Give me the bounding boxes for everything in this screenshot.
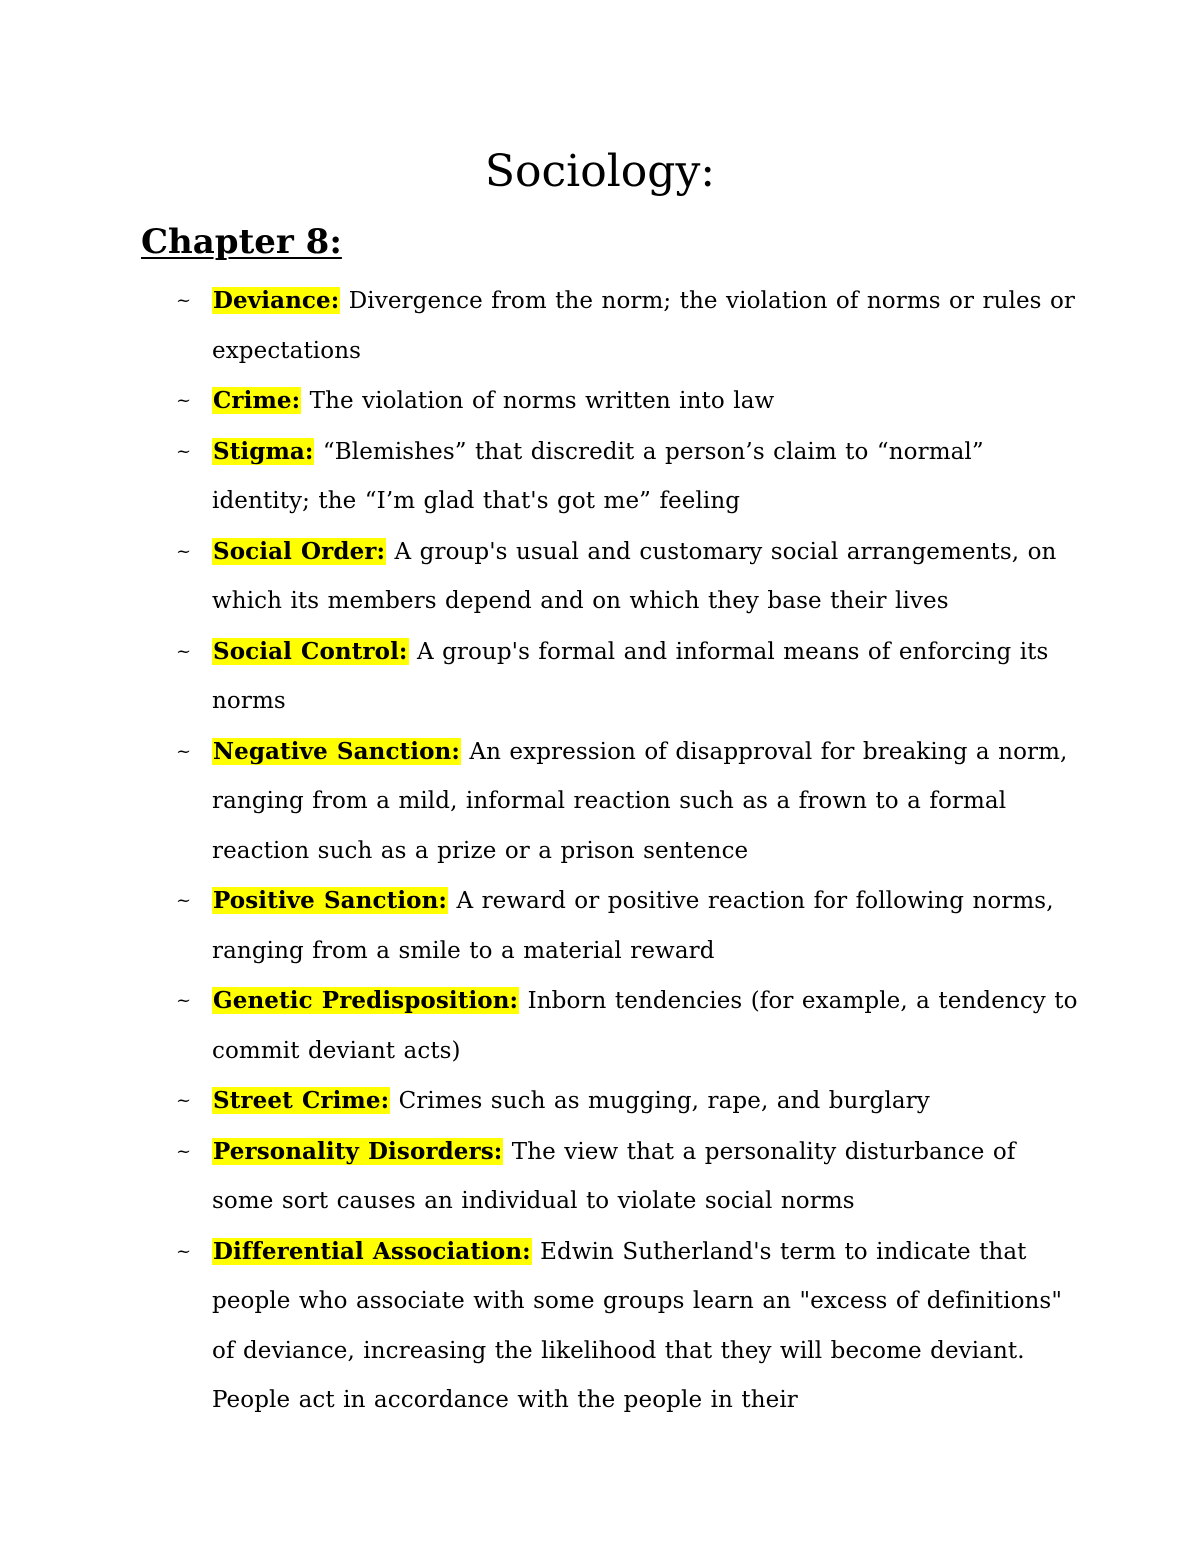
term-definition: A group's formal and informal means of enforcing its norms [212, 638, 1049, 714]
term-label: Social Control: [213, 637, 408, 665]
term-definition: An expression of disapproval for breaking a norm, ranging from a mild, informal reaction such as a frown to a formal reaction such as a prize or a prison sentence [212, 738, 1068, 864]
term-item [0, 976, 1200, 1076]
term-label: Crime: [213, 387, 301, 414]
term-item [0, 376, 1200, 427]
term-label: Stigma: [213, 437, 314, 465]
bullet-icon: ~ [176, 540, 192, 562]
chapter-heading: Chapter 8: [141, 222, 342, 262]
bullet-icon: ~ [176, 440, 192, 462]
term-definition: Edwin Sutherland's term to indicate that people who associate with some groups learn an "excess of definitions" of deviance, increasing the likelihood that they will become deviant. People act in accordance with the people in their [212, 1238, 1063, 1413]
term-label: Differential Association: [213, 1237, 531, 1265]
term-item [0, 427, 1200, 527]
document-title: Sociology: [484, 146, 716, 197]
term-definition: Divergence from the norm; the violation of norms or rules or expectations [212, 288, 1076, 364]
term-item [0, 527, 1200, 627]
term-label: Street Crime: [213, 1087, 390, 1114]
term-item [0, 1127, 1200, 1227]
bullet-icon: ~ [176, 290, 192, 311]
term-item [0, 276, 1200, 376]
bullet-icon: ~ [176, 990, 192, 1011]
term-item [0, 727, 1200, 877]
term-definition: A group's usual and customary social arrangements, on which its members depend and on which they base their lives [212, 538, 1057, 614]
term-definition: “Blemishes” that discredit a person’s claim to “normal” identity; the “I’m glad that's got me” feeling [212, 438, 984, 514]
term-label: Negative Sanction: [213, 737, 460, 765]
term-label: Personality Disorders: [213, 1137, 503, 1165]
bullet-icon: ~ [176, 640, 192, 662]
term-definition: Crimes such as mugging, rape, and burglary [390, 1088, 930, 1114]
term-definition: Inborn tendencies (for example, a tendency to commit deviant acts) [212, 988, 1078, 1064]
term-label: Deviance: [213, 287, 340, 314]
bullet-icon: ~ [176, 390, 192, 411]
term-definition: The view that a personality disturbance of some sort causes an individual to violate social norms [212, 1138, 1016, 1214]
bullet-icon: ~ [176, 1140, 192, 1162]
term-item [0, 627, 1200, 727]
bullet-icon: ~ [176, 1090, 192, 1111]
term-definition: The violation of norms written into law [301, 388, 775, 414]
term-item [0, 1227, 1200, 1426]
term-label: Social Order: [213, 537, 386, 565]
term-label: Positive Sanction: [213, 887, 448, 914]
term-item [0, 876, 1200, 976]
term-definition: A reward or positive reaction for following norms, ranging from a smile to a material reward [212, 888, 1054, 964]
term-list [0, 276, 1200, 1426]
bullet-icon: ~ [176, 740, 192, 762]
bullet-icon: ~ [176, 1240, 192, 1262]
term-label: Genetic Predisposition: [213, 987, 519, 1014]
bullet-icon: ~ [176, 890, 192, 911]
term-item [0, 1076, 1200, 1127]
